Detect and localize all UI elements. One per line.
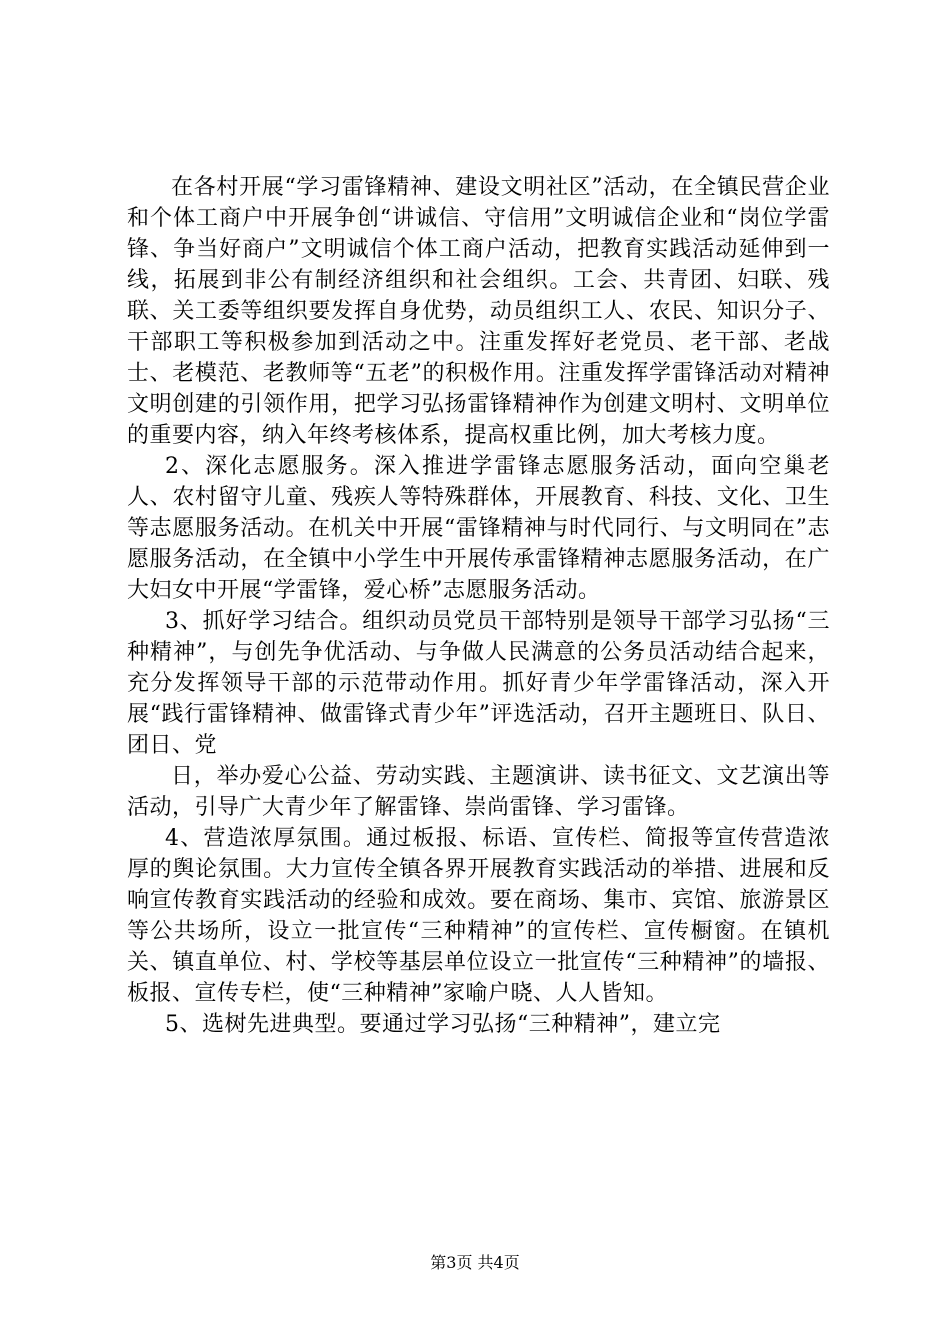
document-body [127,172,830,1040]
paragraph-study-integration: 3、抓好学习结合。组织动员党员干部特别是领导干部学习弘扬“三种精神”，与创先争优活动、与争做人民满意的公务员活动结合起来，充分发挥领导干部的示范带动作用。抓好青少年学雷锋活动，深入开展“践行雷锋精神、做雷锋式青少年”评选活动，召开主题班日、队日、团日、党 [127,609,830,758]
paragraph-study-integration-continued: 日，举办爱心公益、劳动实践、主题演讲、读书征文、文艺演出等活动，引导广大青少年了解雷锋、崇尚雷锋、学习雷锋。 [127,764,830,820]
paragraph-advanced-models: 5、选树先进典型。要通过学习弘扬“三种精神”，建立完 [165,1012,721,1037]
page-number-footer: 第3页 共4页 [430,1253,520,1272]
paragraph-village-activities: 在各村开展“学习雷锋精神、建设文明社区”活动，在全镇民营企业和个体工商户中开展争创“讲诚信、守信用”文明诚信企业和“岗位学雷锋、争当好商户”文明诚信个体工商户活动，把教育实践活动延伸到一线，拓展到非公有制经济组织和社会组织。工会、共青团、妇联、残联、关工委等组织要发挥自身优势，动员组织工人、农民、知识分子、干部职工等积极参加到活动之中。注重发挥好老党员、老干部、老战士、老模范、老教师等“五老”的积极作用。注重发挥学雷锋活动对精神文明创建的引领作用，把学习弘扬雷锋精神作为创建文明村、文明单位的重要内容，纳入年终考核体系，提高权重比例，加大考核力度。 [127,175,830,448]
paragraph-volunteer-service: 2、深化志愿服务。深入推进学雷锋志愿服务活动，面向空巢老人、农村留守儿童、残疾人等特殊群体，开展教育、科技、文化、卫生等志愿服务活动。在机关中开展“雷锋精神与时代同行、与文明同在”志愿服务活动，在全镇中小学生中开展传承雷锋精神志愿服务活动，在广大妇女中开展“学雷锋，爱心桥”志愿服务活动。 [127,454,830,603]
paragraph-atmosphere: 4、营造浓厚氛围。通过板报、标语、宣传栏、简报等宣传营造浓厚的舆论氛围。大力宣传全镇各界开展教育实践活动的举措、进展和反响宣传教育实践活动的经验和成效。要在商场、集市、宾馆、旅游景区等公共场所，设立一批宣传“三种精神”的宣传栏、宣传橱窗。在镇机关、镇直单位、村、学校等基层单位设立一批宣传“三种精神”的墙报、板报、宣传专栏，使“三种精神”家喻户晓、人人皆知。 [127,826,830,1006]
